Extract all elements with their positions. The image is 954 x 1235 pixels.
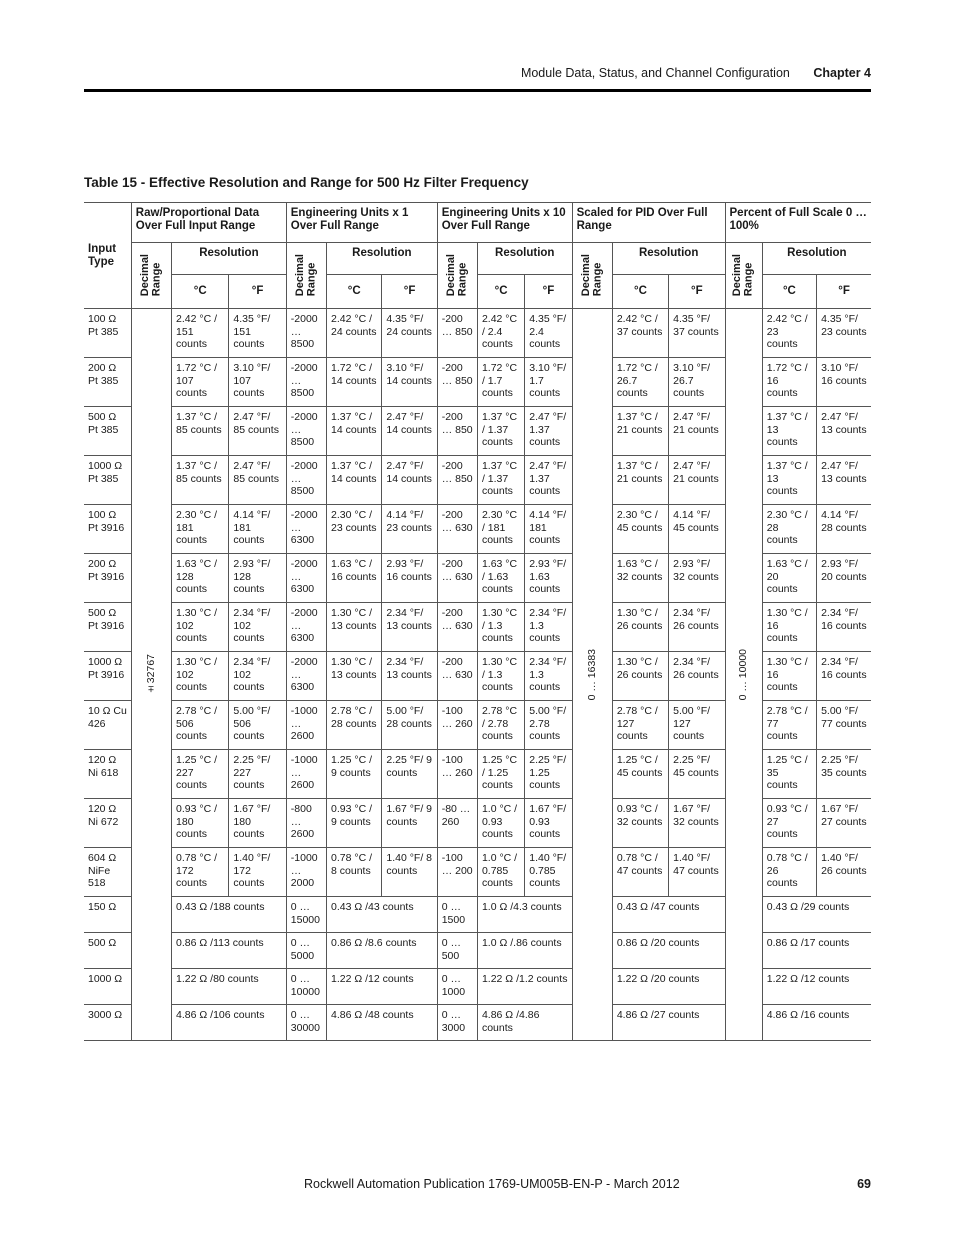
res-f-cell: 2.93 °F/ 1.63 counts	[525, 554, 572, 603]
res-c-cell: 1.72 °C / 26.7 counts	[612, 358, 668, 407]
res-f-cell: 2.34 °F/ 13 counts	[382, 603, 437, 652]
res-f-cell: 2.25 °F/ 227 counts	[229, 750, 286, 799]
decimal-range-cell: -80 … 260	[437, 799, 477, 848]
input-type-header: Input Type	[84, 203, 131, 309]
res-f-cell: 5.00 °F/ 2.78 counts	[525, 701, 572, 750]
decimal-range-cell: 0 … 10000	[286, 969, 326, 1005]
group-header-pid: Scaled for PID Over Full Range	[572, 203, 725, 243]
res-c-cell: 1.25 °C / 45 counts	[612, 750, 668, 799]
res-f-cell: 1.40 °F/ 0.785 counts	[525, 848, 572, 897]
resolution-cell: 0.43 Ω /29 counts	[762, 897, 871, 933]
res-c-cell: 1.30 °C / 102 counts	[172, 603, 229, 652]
res-c-cell: 1.37 °C / 13 counts	[762, 407, 816, 456]
res-f-cell: 3.10 °F/ 107 counts	[229, 358, 286, 407]
res-c-cell: 1.72 °C / 1.7 counts	[477, 358, 524, 407]
table-row	[84, 309, 871, 358]
decimal-range-cell: -200 … 630	[437, 554, 477, 603]
percent-decimal-range-cell: 0 … 10000	[725, 309, 762, 1041]
res-f-cell: 2.34 °F/ 13 counts	[382, 652, 437, 701]
decimal-range-cell: 0 … 500	[437, 933, 477, 969]
res-f-cell: 1.40 °F/ 26 counts	[817, 848, 871, 897]
decimal-range-header: Decimal Range	[725, 243, 762, 309]
res-c-cell: 2.78 °C / 28 counts	[327, 701, 382, 750]
fahrenheit-header: °F	[525, 275, 572, 309]
res-c-cell: 1.30 °C / 26 counts	[612, 603, 668, 652]
resolution-cell: 0.43 Ω /43 counts	[327, 897, 438, 933]
res-c-cell: 1.72 °C / 107 counts	[172, 358, 229, 407]
input-type-cell: 150 Ω	[84, 897, 131, 933]
decimal-range-header: Decimal Range	[286, 243, 326, 309]
res-f-cell: 5.00 °F/ 127 counts	[669, 701, 725, 750]
celsius-header: °C	[762, 275, 816, 309]
res-f-cell: 2.47 °F/ 1.37 counts	[525, 456, 572, 505]
publication-footer: Rockwell Automation Publication 1769-UM005B-EN-P - March 2012	[304, 1177, 680, 1191]
res-f-cell: 1.67 °F/ 0.93 counts	[525, 799, 572, 848]
res-f-cell: 2.93 °F/ 20 counts	[817, 554, 871, 603]
res-f-cell: 2.47 °F/ 85 counts	[229, 456, 286, 505]
res-f-cell: 3.10 °F/ 16 counts	[817, 358, 871, 407]
res-f-cell: 3.10 °F/ 14 counts	[382, 358, 437, 407]
decimal-range-cell: -100 … 200	[437, 848, 477, 897]
res-f-cell: 2.47 °F/ 21 counts	[669, 407, 725, 456]
table-body	[84, 309, 871, 1041]
res-f-cell: 1.67 °F/ 9 counts	[382, 799, 437, 848]
res-f-cell: 4.14 °F/ 28 counts	[817, 505, 871, 554]
decimal-range-header: Decimal Range	[437, 243, 477, 309]
decimal-range-cell: -2000 … 6300	[286, 554, 326, 603]
resolution-cell: 4.86 Ω /4.86 counts	[477, 1005, 572, 1041]
resolution-header: Resolution	[477, 243, 572, 275]
input-type-cell: 100 Ω Pt 385	[84, 309, 131, 358]
res-c-cell: 1.30 °C / 1.3 counts	[477, 652, 524, 701]
res-f-cell: 2.34 °F/ 1.3 counts	[525, 603, 572, 652]
res-c-cell: 1.72 °C / 16 counts	[762, 358, 816, 407]
res-f-cell: 3.10 °F/ 1.7 counts	[525, 358, 572, 407]
res-f-cell: 4.35 °F/ 37 counts	[669, 309, 725, 358]
resolution-cell: 4.86 Ω /16 counts	[762, 1005, 871, 1041]
res-f-cell: 2.47 °F/ 1.37 counts	[525, 407, 572, 456]
res-f-cell: 4.14 °F/ 181 counts	[525, 505, 572, 554]
res-c-cell: 1.72 °C / 14 counts	[327, 358, 382, 407]
res-c-cell: 1.63 °C / 128 counts	[172, 554, 229, 603]
celsius-header: °C	[477, 275, 524, 309]
res-f-cell: 1.40 °F/ 47 counts	[669, 848, 725, 897]
res-c-cell: 2.42 °C / 37 counts	[612, 309, 668, 358]
input-type-cell: 120 Ω Ni 618	[84, 750, 131, 799]
res-f-cell: 2.47 °F/ 14 counts	[382, 407, 437, 456]
decimal-range-cell: -100 … 260	[437, 750, 477, 799]
res-f-cell: 3.10 °F/ 26.7 counts	[669, 358, 725, 407]
resolution-cell: 1.0 Ω /4.3 counts	[477, 897, 572, 933]
res-f-cell: 4.35 °F/ 23 counts	[817, 309, 871, 358]
res-c-cell: 2.42 °C / 151 counts	[172, 309, 229, 358]
decimal-range-cell: -1000 … 2600	[286, 750, 326, 799]
input-type-cell: 10 Ω Cu 426	[84, 701, 131, 750]
decimal-range-cell: -200 … 630	[437, 652, 477, 701]
decimal-range-cell: -2000 … 6300	[286, 505, 326, 554]
decimal-range-cell: -800 … 2600	[286, 799, 326, 848]
input-type-cell: 1000 Ω Pt 3916	[84, 652, 131, 701]
resolution-cell: 1.22 Ω /80 counts	[172, 969, 287, 1005]
res-c-cell: 0.93 °C / 32 counts	[612, 799, 668, 848]
res-f-cell: 4.35 °F/ 24 counts	[382, 309, 437, 358]
group-header-eng-x10: Engineering Units x 10 Over Full Range	[437, 203, 572, 243]
res-c-cell: 1.37 °C / 1.37 counts	[477, 407, 524, 456]
res-f-cell: 2.34 °F/ 26 counts	[669, 603, 725, 652]
res-c-cell: 0.93 °C / 9 counts	[327, 799, 382, 848]
res-c-cell: 1.37 °C / 13 counts	[762, 456, 816, 505]
res-f-cell: 2.25 °F/ 45 counts	[669, 750, 725, 799]
decimal-range-cell: 0 … 3000	[437, 1005, 477, 1041]
resolution-header: Resolution	[762, 243, 871, 275]
resolution-header: Resolution	[327, 243, 438, 275]
res-c-cell: 1.37 °C / 14 counts	[327, 456, 382, 505]
res-c-cell: 1.30 °C / 1.3 counts	[477, 603, 524, 652]
res-f-cell: 5.00 °F/ 506 counts	[229, 701, 286, 750]
table-caption: Table 15 - Effective Resolution and Range for 500 Hz Filter Frequency	[84, 175, 529, 190]
res-f-cell: 2.25 °F/ 35 counts	[817, 750, 871, 799]
res-f-cell: 2.47 °F/ 13 counts	[817, 456, 871, 505]
header-chapter: Chapter 4	[813, 66, 871, 80]
res-c-cell: 1.37 °C / 85 counts	[172, 407, 229, 456]
res-c-cell: 2.42 °C / 24 counts	[327, 309, 382, 358]
resolution-cell: 4.86 Ω /106 counts	[172, 1005, 287, 1041]
res-f-cell: 1.40 °F/ 172 counts	[229, 848, 286, 897]
resolution-cell: 0.86 Ω /8.6 counts	[327, 933, 438, 969]
res-c-cell: 1.63 °C / 16 counts	[327, 554, 382, 603]
res-c-cell: 1.25 °C / 9 counts	[327, 750, 382, 799]
res-c-cell: 1.30 °C / 16 counts	[762, 603, 816, 652]
resolution-cell: 4.86 Ω /48 counts	[327, 1005, 438, 1041]
input-type-cell: 3000 Ω	[84, 1005, 131, 1041]
res-c-cell: 1.37 °C / 85 counts	[172, 456, 229, 505]
res-c-cell: 1.30 °C / 16 counts	[762, 652, 816, 701]
group-header-raw: Raw/Proportional Data Over Full Input Range	[131, 203, 286, 243]
res-c-cell: 2.42 °C / 2.4 counts	[477, 309, 524, 358]
res-c-cell: 0.93 °C / 180 counts	[172, 799, 229, 848]
res-c-cell: 1.37 °C / 1.37 counts	[477, 456, 524, 505]
decimal-range-cell: -2000 … 6300	[286, 652, 326, 701]
resolution-cell: 0.43 Ω /47 counts	[612, 897, 725, 933]
res-c-cell: 1.63 °C / 32 counts	[612, 554, 668, 603]
res-c-cell: 2.30 °C / 45 counts	[612, 505, 668, 554]
res-c-cell: 2.78 °C / 127 counts	[612, 701, 668, 750]
decimal-range-cell: -2000 … 8500	[286, 358, 326, 407]
res-f-cell: 2.34 °F/ 102 counts	[229, 603, 286, 652]
decimal-range-cell: -2000 … 6300	[286, 603, 326, 652]
res-f-cell: 5.00 °F/ 77 counts	[817, 701, 871, 750]
input-type-cell: 604 Ω NiFe 518	[84, 848, 131, 897]
group-header-eng-x1: Engineering Units x 1 Over Full Range	[286, 203, 437, 243]
running-header	[521, 66, 871, 80]
group-header-percent: Percent of Full Scale 0 … 100%	[725, 203, 871, 243]
resolution-cell: 0.86 Ω /17 counts	[762, 933, 871, 969]
res-f-cell: 4.35 °F/ 151 counts	[229, 309, 286, 358]
resolution-cell: 1.0 Ω /.86 counts	[477, 933, 572, 969]
decimal-range-cell: 0 … 30000	[286, 1005, 326, 1041]
decimal-range-cell: 0 … 5000	[286, 933, 326, 969]
res-f-cell: 2.93 °F/ 16 counts	[382, 554, 437, 603]
res-f-cell: 1.40 °F/ 8 counts	[382, 848, 437, 897]
decimal-range-cell: -100 … 260	[437, 701, 477, 750]
table-head	[84, 203, 871, 309]
fahrenheit-header: °F	[669, 275, 725, 309]
res-c-cell: 1.0 °C / 0.93 counts	[477, 799, 524, 848]
res-f-cell: 2.47 °F/ 13 counts	[817, 407, 871, 456]
res-f-cell: 2.34 °F/ 16 counts	[817, 603, 871, 652]
res-c-cell: 0.78 °C / 26 counts	[762, 848, 816, 897]
res-c-cell: 2.30 °C / 28 counts	[762, 505, 816, 554]
res-f-cell: 1.67 °F/ 180 counts	[229, 799, 286, 848]
resolution-cell: 0.43 Ω /188 counts	[172, 897, 287, 933]
resolution-cell: 1.22 Ω /20 counts	[612, 969, 725, 1005]
res-f-cell: 4.14 °F/ 23 counts	[382, 505, 437, 554]
resolution-cell: 0.86 Ω /113 counts	[172, 933, 287, 969]
input-type-cell: 500 Ω	[84, 933, 131, 969]
res-c-cell: 1.0 °C / 0.785 counts	[477, 848, 524, 897]
resolution-header: Resolution	[172, 243, 287, 275]
resolution-cell: 4.86 Ω /27 counts	[612, 1005, 725, 1041]
decimal-range-cell: -200 … 850	[437, 358, 477, 407]
res-c-cell: 1.25 °C / 227 counts	[172, 750, 229, 799]
decimal-range-cell: -2000 … 8500	[286, 407, 326, 456]
decimal-range-cell: 0 … 1000	[437, 969, 477, 1005]
fahrenheit-header: °F	[817, 275, 871, 309]
celsius-header: °C	[327, 275, 382, 309]
res-c-cell: 0.78 °C / 47 counts	[612, 848, 668, 897]
res-f-cell: 1.67 °F/ 32 counts	[669, 799, 725, 848]
decimal-range-cell: -1000 … 2000	[286, 848, 326, 897]
res-f-cell: 2.93 °F/ 32 counts	[669, 554, 725, 603]
decimal-range-header: Decimal Range	[131, 243, 171, 309]
header-rule	[84, 89, 871, 92]
fahrenheit-header: °F	[229, 275, 286, 309]
decimal-range-cell: -200 … 630	[437, 603, 477, 652]
decimal-range-header: Decimal Range	[572, 243, 612, 309]
res-f-cell: 2.25 °F/ 1.25 counts	[525, 750, 572, 799]
res-f-cell: 2.34 °F/ 16 counts	[817, 652, 871, 701]
decimal-range-cell: -2000 … 8500	[286, 456, 326, 505]
res-f-cell: 2.34 °F/ 26 counts	[669, 652, 725, 701]
res-c-cell: 1.25 °C / 1.25 counts	[477, 750, 524, 799]
res-f-cell: 4.14 °F/ 45 counts	[669, 505, 725, 554]
celsius-header: °C	[612, 275, 668, 309]
res-f-cell: 5.00 °F/ 28 counts	[382, 701, 437, 750]
res-c-cell: 2.30 °C / 181 counts	[477, 505, 524, 554]
res-c-cell: 2.78 °C / 506 counts	[172, 701, 229, 750]
res-f-cell: 2.34 °F/ 102 counts	[229, 652, 286, 701]
decimal-range-cell: 0 … 15000	[286, 897, 326, 933]
res-c-cell: 1.37 °C / 21 counts	[612, 456, 668, 505]
res-f-cell: 2.47 °F/ 85 counts	[229, 407, 286, 456]
res-c-cell: 2.42 °C / 23 counts	[762, 309, 816, 358]
fahrenheit-header: °F	[382, 275, 437, 309]
res-c-cell: 1.25 °C / 35 counts	[762, 750, 816, 799]
resolution-cell: 1.22 Ω /12 counts	[327, 969, 438, 1005]
res-c-cell: 0.78 °C / 172 counts	[172, 848, 229, 897]
res-f-cell: 2.34 °F/ 1.3 counts	[525, 652, 572, 701]
input-type-cell: 1000 Ω	[84, 969, 131, 1005]
res-f-cell: 2.47 °F/ 14 counts	[382, 456, 437, 505]
res-f-cell: 4.35 °F/ 2.4 counts	[525, 309, 572, 358]
pid-decimal-range-cell: 0 … 16383	[572, 309, 612, 1041]
resolution-cell: 0.86 Ω /20 counts	[612, 933, 725, 969]
decimal-range-cell: -1000 … 2600	[286, 701, 326, 750]
res-c-cell: 1.30 °C / 102 counts	[172, 652, 229, 701]
input-type-cell: 500 Ω Pt 3916	[84, 603, 131, 652]
res-c-cell: 2.78 °C / 77 counts	[762, 701, 816, 750]
resolution-table	[84, 202, 871, 1041]
decimal-range-cell: -200 … 630	[437, 505, 477, 554]
resolution-header: Resolution	[612, 243, 725, 275]
table-container	[84, 202, 871, 1041]
res-c-cell: 1.30 °C / 26 counts	[612, 652, 668, 701]
resolution-cell: 1.22 Ω /1.2 counts	[477, 969, 572, 1005]
resolution-cell: 1.22 Ω /12 counts	[762, 969, 871, 1005]
decimal-range-cell: -200 … 850	[437, 407, 477, 456]
decimal-range-cell: -200 … 850	[437, 456, 477, 505]
res-c-cell: 2.30 °C / 23 counts	[327, 505, 382, 554]
res-c-cell: 0.93 °C / 27 counts	[762, 799, 816, 848]
res-f-cell: 2.47 °F/ 21 counts	[669, 456, 725, 505]
res-c-cell: 2.30 °C / 181 counts	[172, 505, 229, 554]
res-c-cell: 1.37 °C / 21 counts	[612, 407, 668, 456]
res-c-cell: 1.63 °C / 1.63 counts	[477, 554, 524, 603]
input-type-cell: 100 Ω Pt 3916	[84, 505, 131, 554]
res-c-cell: 1.37 °C / 14 counts	[327, 407, 382, 456]
input-type-cell: 120 Ω Ni 672	[84, 799, 131, 848]
page-number: 69	[857, 1177, 871, 1191]
input-type-cell: 200 Ω Pt 385	[84, 358, 131, 407]
decimal-range-cell: -2000 … 8500	[286, 309, 326, 358]
res-f-cell: 1.67 °F/ 27 counts	[817, 799, 871, 848]
res-f-cell: 2.25 °F/ 9 counts	[382, 750, 437, 799]
raw-decimal-range-cell: ±32767	[131, 309, 171, 1041]
header-section-title: Module Data, Status, and Channel Configuration	[520, 66, 790, 80]
decimal-range-cell: 0 … 1500	[437, 897, 477, 933]
res-f-cell: 2.93 °F/ 128 counts	[229, 554, 286, 603]
res-c-cell: 1.30 °C / 13 counts	[327, 652, 382, 701]
res-f-cell: 4.14 °F/ 181 counts	[229, 505, 286, 554]
celsius-header: °C	[172, 275, 229, 309]
input-type-cell: 500 Ω Pt 385	[84, 407, 131, 456]
input-type-cell: 1000 Ω Pt 385	[84, 456, 131, 505]
res-c-cell: 1.63 °C / 20 counts	[762, 554, 816, 603]
res-c-cell: 0.78 °C / 8 counts	[327, 848, 382, 897]
decimal-range-cell: -200 … 850	[437, 309, 477, 358]
res-c-cell: 1.30 °C / 13 counts	[327, 603, 382, 652]
res-c-cell: 2.78 °C / 2.78 counts	[477, 701, 524, 750]
input-type-cell: 200 Ω Pt 3916	[84, 554, 131, 603]
